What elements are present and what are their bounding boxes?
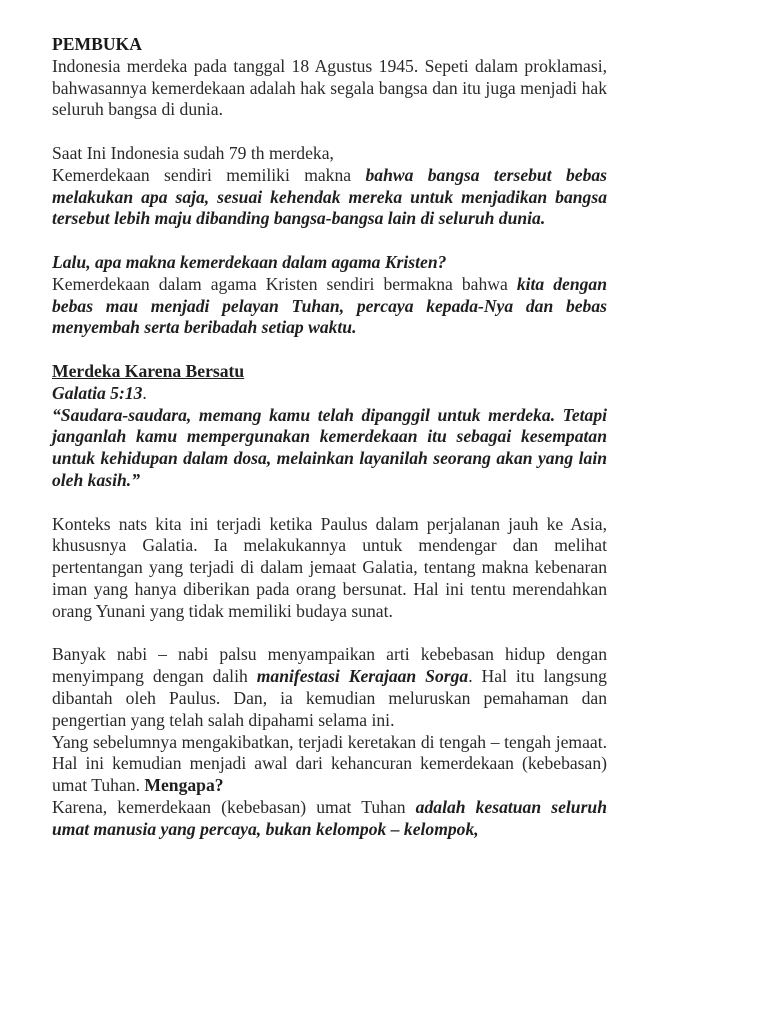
division-lead: Yang sebelumnya mengakibatkan, terjadi keretakan di tengah – tengah jemaat. Hal ini kemudian menjadi awal dari kehancuran kemerdekaan (kebebasan) umat Tuhan. xyxy=(52,731,607,796)
christian-meaning-paragraph xyxy=(52,274,607,339)
verse-reference: Galatia 5:13 xyxy=(52,382,143,403)
unity-paragraph xyxy=(52,797,607,841)
context-paragraph: Konteks nats kita ini terjadi ketika Paulus dalam perjalanan jauh ke Asia, khususnya Galatia. Ia melakukannya untuk mendengar dan melihat pertentangan yang terjadi di dalam jemaat Galatia, tentang makna kebenaran iman yang hanya diberikan pada orang bersunat. Hal ini tentu merendahkan orang Yunani yang tidak memiliki budaya sunat. xyxy=(52,513,607,621)
independence-years-line: Saat Ini Indonesia sudah 79 th merdeka, xyxy=(52,142,334,163)
verse-reference-period: . xyxy=(142,382,147,403)
false-prophets-tail: . Hal itu langsung dibantah oleh Paulus. Dan, ia kemudian meluruskan pemahaman dan pengertian yang telah salah dipahami selama ini. xyxy=(52,666,607,730)
false-prophets-emphasis: manifestasi Kerajaan Sorga xyxy=(256,666,469,687)
division-paragraph xyxy=(52,732,607,797)
document-title: PEMBUKA xyxy=(52,34,142,54)
unity-lead: Karena, kemerdekaan (kebebasan) umat Tuhan xyxy=(52,796,416,817)
paragraph-spacer xyxy=(52,230,607,252)
meaning-paragraph xyxy=(52,165,607,230)
christian-meaning-lead: Kemerdekaan dalam agama Kristen sendiri bermakna bahwa xyxy=(52,273,517,294)
section-heading: Merdeka Karena Bersatu xyxy=(52,360,245,381)
paragraph-spacer xyxy=(52,623,607,645)
meaning-emphasis-text: bahwa bangsa tersebut bebas melakukan apa saja, sesuai kehendak mereka untuk menjadikan bangsa tersebut lebih maju dibanding bangsa-bangsa lain di seluruh dunia. xyxy=(52,164,608,229)
false-prophets-lead: Banyak nabi – nabi palsu menyampaikan arti kebebasan hidup dengan menyimpang dengan dalih xyxy=(52,644,607,687)
paragraph-spacer xyxy=(52,121,607,143)
document-page xyxy=(52,34,607,840)
verse-quote: “Saudara-saudara, memang kamu telah dipanggil untuk merdeka. Tetapi janganlah kamu mempergunakan kemerdekaan itu sebagai kesempatan untuk kehidupan dalam dosa, melainkan layanilah seorang akan yang lain oleh kasih.” xyxy=(52,404,607,490)
paragraph-spacer xyxy=(52,492,607,514)
division-question: Mengapa? xyxy=(144,775,224,796)
christian-meaning-emphasis: kita dengan bebas mau menjadi pelayan Tuhan, percaya kepada-Nya dan bebas menyembah serta beribadah setiap waktu. xyxy=(52,273,607,338)
intro-paragraph: Indonesia merdeka pada tanggal 18 Agustus 1945. Sepeti dalam proklamasi, bahwasannya kemerdekaan adalah hak segala bangsa dan itu juga menjadi hak seluruh bangsa di dunia. xyxy=(52,55,607,120)
christian-meaning-question: Lalu, apa makna kemerdekaan dalam agama Kristen? xyxy=(52,251,447,272)
false-prophets-paragraph xyxy=(52,644,607,731)
paragraph-spacer xyxy=(52,339,607,361)
verse-reference-line xyxy=(52,383,607,405)
unity-emphasis: adalah kesatuan seluruh umat manusia yang percaya, bukan kelompok – kelompok, xyxy=(52,796,607,839)
meaning-lead-text: Kemerdekaan sendiri memiliki makna xyxy=(52,164,366,185)
